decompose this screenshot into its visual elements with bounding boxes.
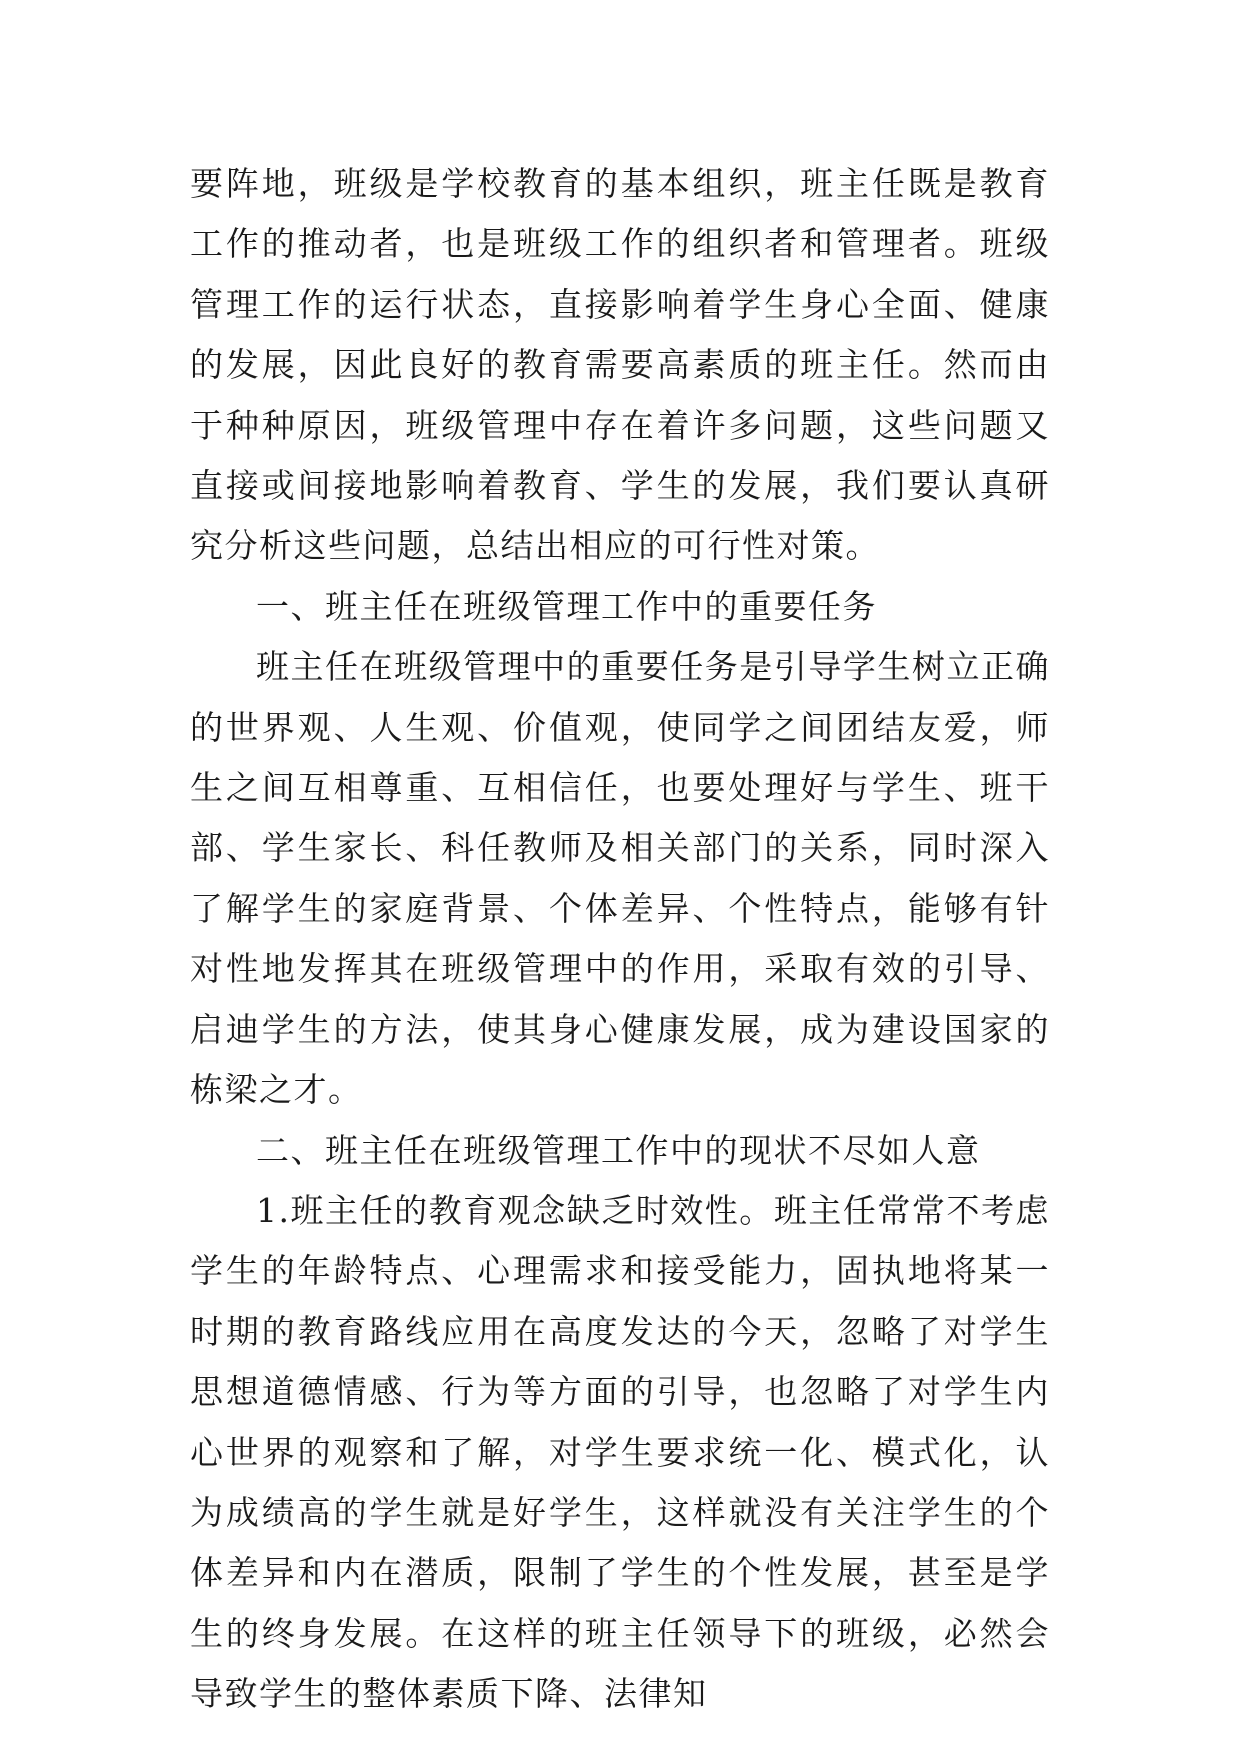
paragraph-continuation: 要阵地，班级是学校教育的基本组织，班主任既是教育工作的推动者，也是班级工作的组织者和管理者。班级管理工作的运行状态，直接影响着学生身心全面、健康的发展，因此良好的教育需要高素质的班主任。然而由于种种原因，班级管理中存在着许多问题，这些问题又直接或间接地影响着教育、学生的发展，我们要认真研究分析这些问题，总结出相应的可行性对策。 bbox=[190, 164, 1050, 566]
body-text bbox=[190, 154, 1050, 1725]
section-heading-2: 二、班主任在班级管理工作中的现状不尽如人意 bbox=[256, 1130, 981, 1170]
section-heading-1: 一、班主任在班级管理工作中的重要任务 bbox=[256, 586, 877, 626]
paragraph-important-tasks: 班主任在班级管理中的重要任务是引导学生树立正确的世界观、人生观、价值观，使同学之间团结友爱，师生之间互相尊重、互相信任，也要处理好与学生、班干部、学生家长、科任教师及相关部门的关系，同时深入了解学生的家庭背景、个体差异、个性特点，能够有针对性地发挥其在班级管理中的作用，采取有效的引导、启迪学生的方法，使其身心健康发展，成为建设国家的栋梁之才。 bbox=[190, 647, 1050, 1110]
paragraph-education-concept: 1.班主任的教育观念缺乏时效性。班主任常常不考虑学生的年龄特点、心理需求和接受能力，固执地将某一时期的教育路线应用在高度发达的今天，忽略了对学生思想道德情感、行为等方面的引导，也忽略了对学生内心世界的观察和了解，对学生要求统一化、模式化，认为成绩高的学生就是好学生，这样就没有关注学生的个体差异和内在潜质，限制了学生的个性发展，甚至是学生的终身发展。在这样的班主任领导下的班级，必然会导致学生的整体素质下降、法律知 bbox=[190, 1190, 1050, 1714]
